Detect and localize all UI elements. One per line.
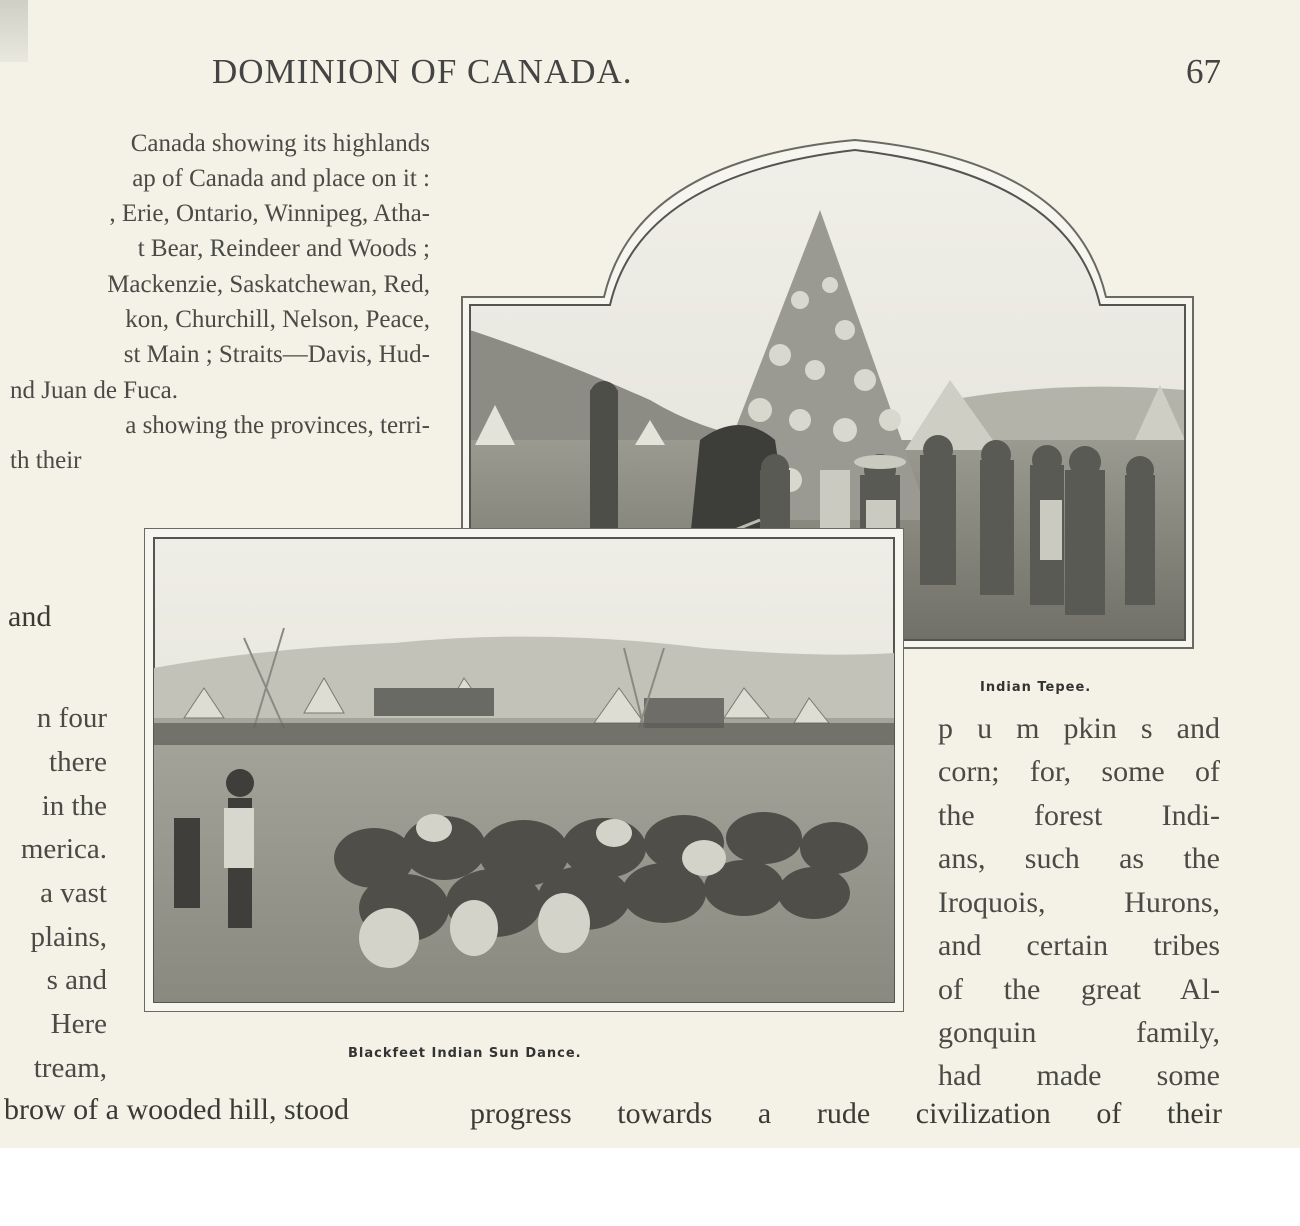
text-line: t Bear, Reindeer and Woods ; (137, 235, 430, 262)
text-line: ap of Canada and place on it : (132, 165, 430, 192)
text-line: gonquin family, (938, 1016, 1220, 1049)
text-line-bottom-right: progress towards a rude civilization of their (470, 1097, 1222, 1130)
running-header-title: DOMINION OF CANADA. (212, 52, 633, 91)
text-line: ans, such as the (938, 842, 1220, 875)
text-line: , Erie, Ontario, Winnipeg, Atha- (109, 200, 430, 227)
text-line-bottom-left: brow of a wooded hill, stood (4, 1093, 349, 1126)
caption-indian-tepee: Indian Tepee. (980, 680, 1092, 695)
text-line: tream, (33, 1052, 107, 1084)
text-line: Mackenzie, Saskatchewan, Red, (107, 271, 430, 298)
text-line: n four (36, 702, 107, 734)
text-line: kon, Churchill, Nelson, Peace, (125, 306, 430, 333)
page-number: 67 (1186, 52, 1221, 91)
text-line: there (49, 746, 107, 778)
text-line: plains, (30, 921, 107, 953)
section-heading-fragment: and (8, 600, 52, 633)
text-line: had made some (938, 1059, 1220, 1092)
text-line: the forest Indi- (938, 799, 1220, 832)
text-line: s and (46, 964, 107, 996)
page-bottom-margin (0, 1148, 1300, 1226)
text-line: in the (41, 790, 107, 822)
caption-sun-dance: Blackfeet Indian Sun Dance. (348, 1046, 582, 1061)
text-line: a showing the provinces, terri- (125, 412, 430, 439)
text-line: Canada showing its highlands (130, 130, 430, 157)
text-line: Iroquois, Hurons, (938, 886, 1220, 919)
text-line: st Main ; Straits—Davis, Hud- (123, 341, 430, 368)
text-line: nd Juan de Fuca. (10, 377, 179, 404)
text-line: and certain tribes (938, 929, 1220, 962)
sun-dance-photo-graphic (144, 528, 904, 1012)
text-line: th their (10, 447, 82, 474)
text-line: of the great Al- (938, 973, 1220, 1006)
text-line: p u m pkin s and (938, 712, 1220, 745)
text-line: Here (50, 1008, 107, 1040)
text-line: a vast (40, 877, 107, 909)
text-line: corn; for, some of (938, 755, 1220, 788)
text-line: merica. (20, 833, 107, 865)
